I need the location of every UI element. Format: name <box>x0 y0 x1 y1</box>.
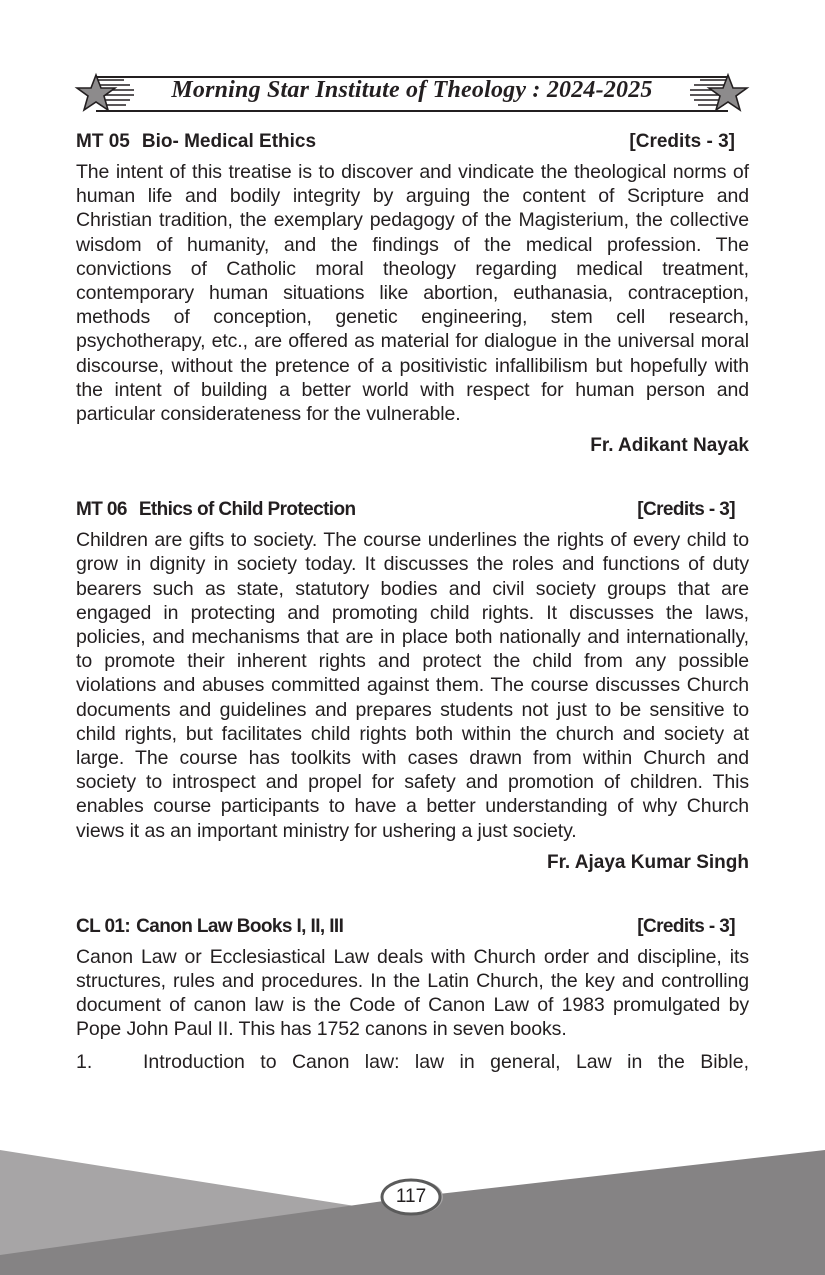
course-description: Children are gifts to society. The course underlines the rights of every child to grow in dignity in society today. It discusses the roles and functions of duty bearers such as state, statutory bodies and civil society groups that are engaged in protecting and promoting child rights. It discusses the laws, policies, and mechanisms that are in place both nationally and internationally, to promote their inherent rights and protect the child from any possible violations and abuses committed against them. The course discusses Church documents and guidelines and prepares students not just to be sensitive to child rights, but facilitates child rights both within the church and society at large. The course has toolkits with cases drawn from within Church and society to introspect and propel for safety and promotion of children. This enables course participants to have a better understanding of why Church views it as an important ministry for ushering a just society. <box>76 529 749 842</box>
page-number: 117 <box>395 1186 427 1207</box>
course-author: Fr. Ajaya Kumar Singh <box>546 851 749 873</box>
spacer <box>76 875 749 915</box>
course-code: MT 06 <box>76 499 127 521</box>
course-heading <box>76 915 749 939</box>
header-banner <box>74 70 750 116</box>
course-heading <box>76 498 749 522</box>
course-title: Canon Law Books I, II, III <box>136 915 344 937</box>
course-mt05 <box>76 130 749 458</box>
star-icon <box>670 72 750 114</box>
course-mt06 <box>76 498 749 875</box>
course-credits: [Credits - 3] <box>637 915 735 937</box>
course-credits: [Credits - 3] <box>637 499 735 521</box>
list-item <box>76 1050 749 1074</box>
course-description: Canon Law or Ecclesiastical Law deals with Church order and discipline, its structures, rules and procedures. In the Latin Church, the key and controlling document of canon law is the Code of Canon Law of 1983 promulgated by Pope John Paul II. This has 1752 canons in seven books. <box>76 945 749 1041</box>
course-code: MT 05 <box>76 131 130 152</box>
course-title: Bio- Medical Ethics <box>141 131 317 152</box>
page-number-badge <box>378 1178 444 1216</box>
list-text: Introduction to Canon law: law in general, Law in the Bible, <box>143 1050 749 1073</box>
list-number: 1. <box>76 1050 93 1073</box>
course-author: Fr. Adikant Nayak <box>590 435 749 457</box>
course-title: Ethics of Child Protection <box>138 499 356 521</box>
course-heading <box>76 130 749 154</box>
spacer <box>76 458 749 498</box>
course-code: CL 01: <box>76 915 131 937</box>
page-content <box>76 130 749 1074</box>
header-title: Morning Star Institute of Theology : 2024-2025 <box>171 77 653 103</box>
course-credits: [Credits - 3] <box>629 131 735 152</box>
course-cl01 <box>76 915 749 1074</box>
course-description: The intent of this treatise is to discover and vindicate the theological norms of human life and bodily integrity by arguing the content of Scripture and Christian tradition, the exemplary pedagogy of the Magisterium, the collective wisdom of humanity, and the findings of the medical profession. The convictions of Catholic moral theology regarding medical treatment, contemporary human situations like abortion, euthanasia, contraception, methods of conception, genetic engineering, stem cell research, psychotherapy, etc., are offered as material for dialogue in the universal moral discourse, without the pretence of a positivistic infallibilism but hopefully with the intent of building a better world with respect for human person and particular considerateness for the vulnerable. <box>76 161 749 426</box>
